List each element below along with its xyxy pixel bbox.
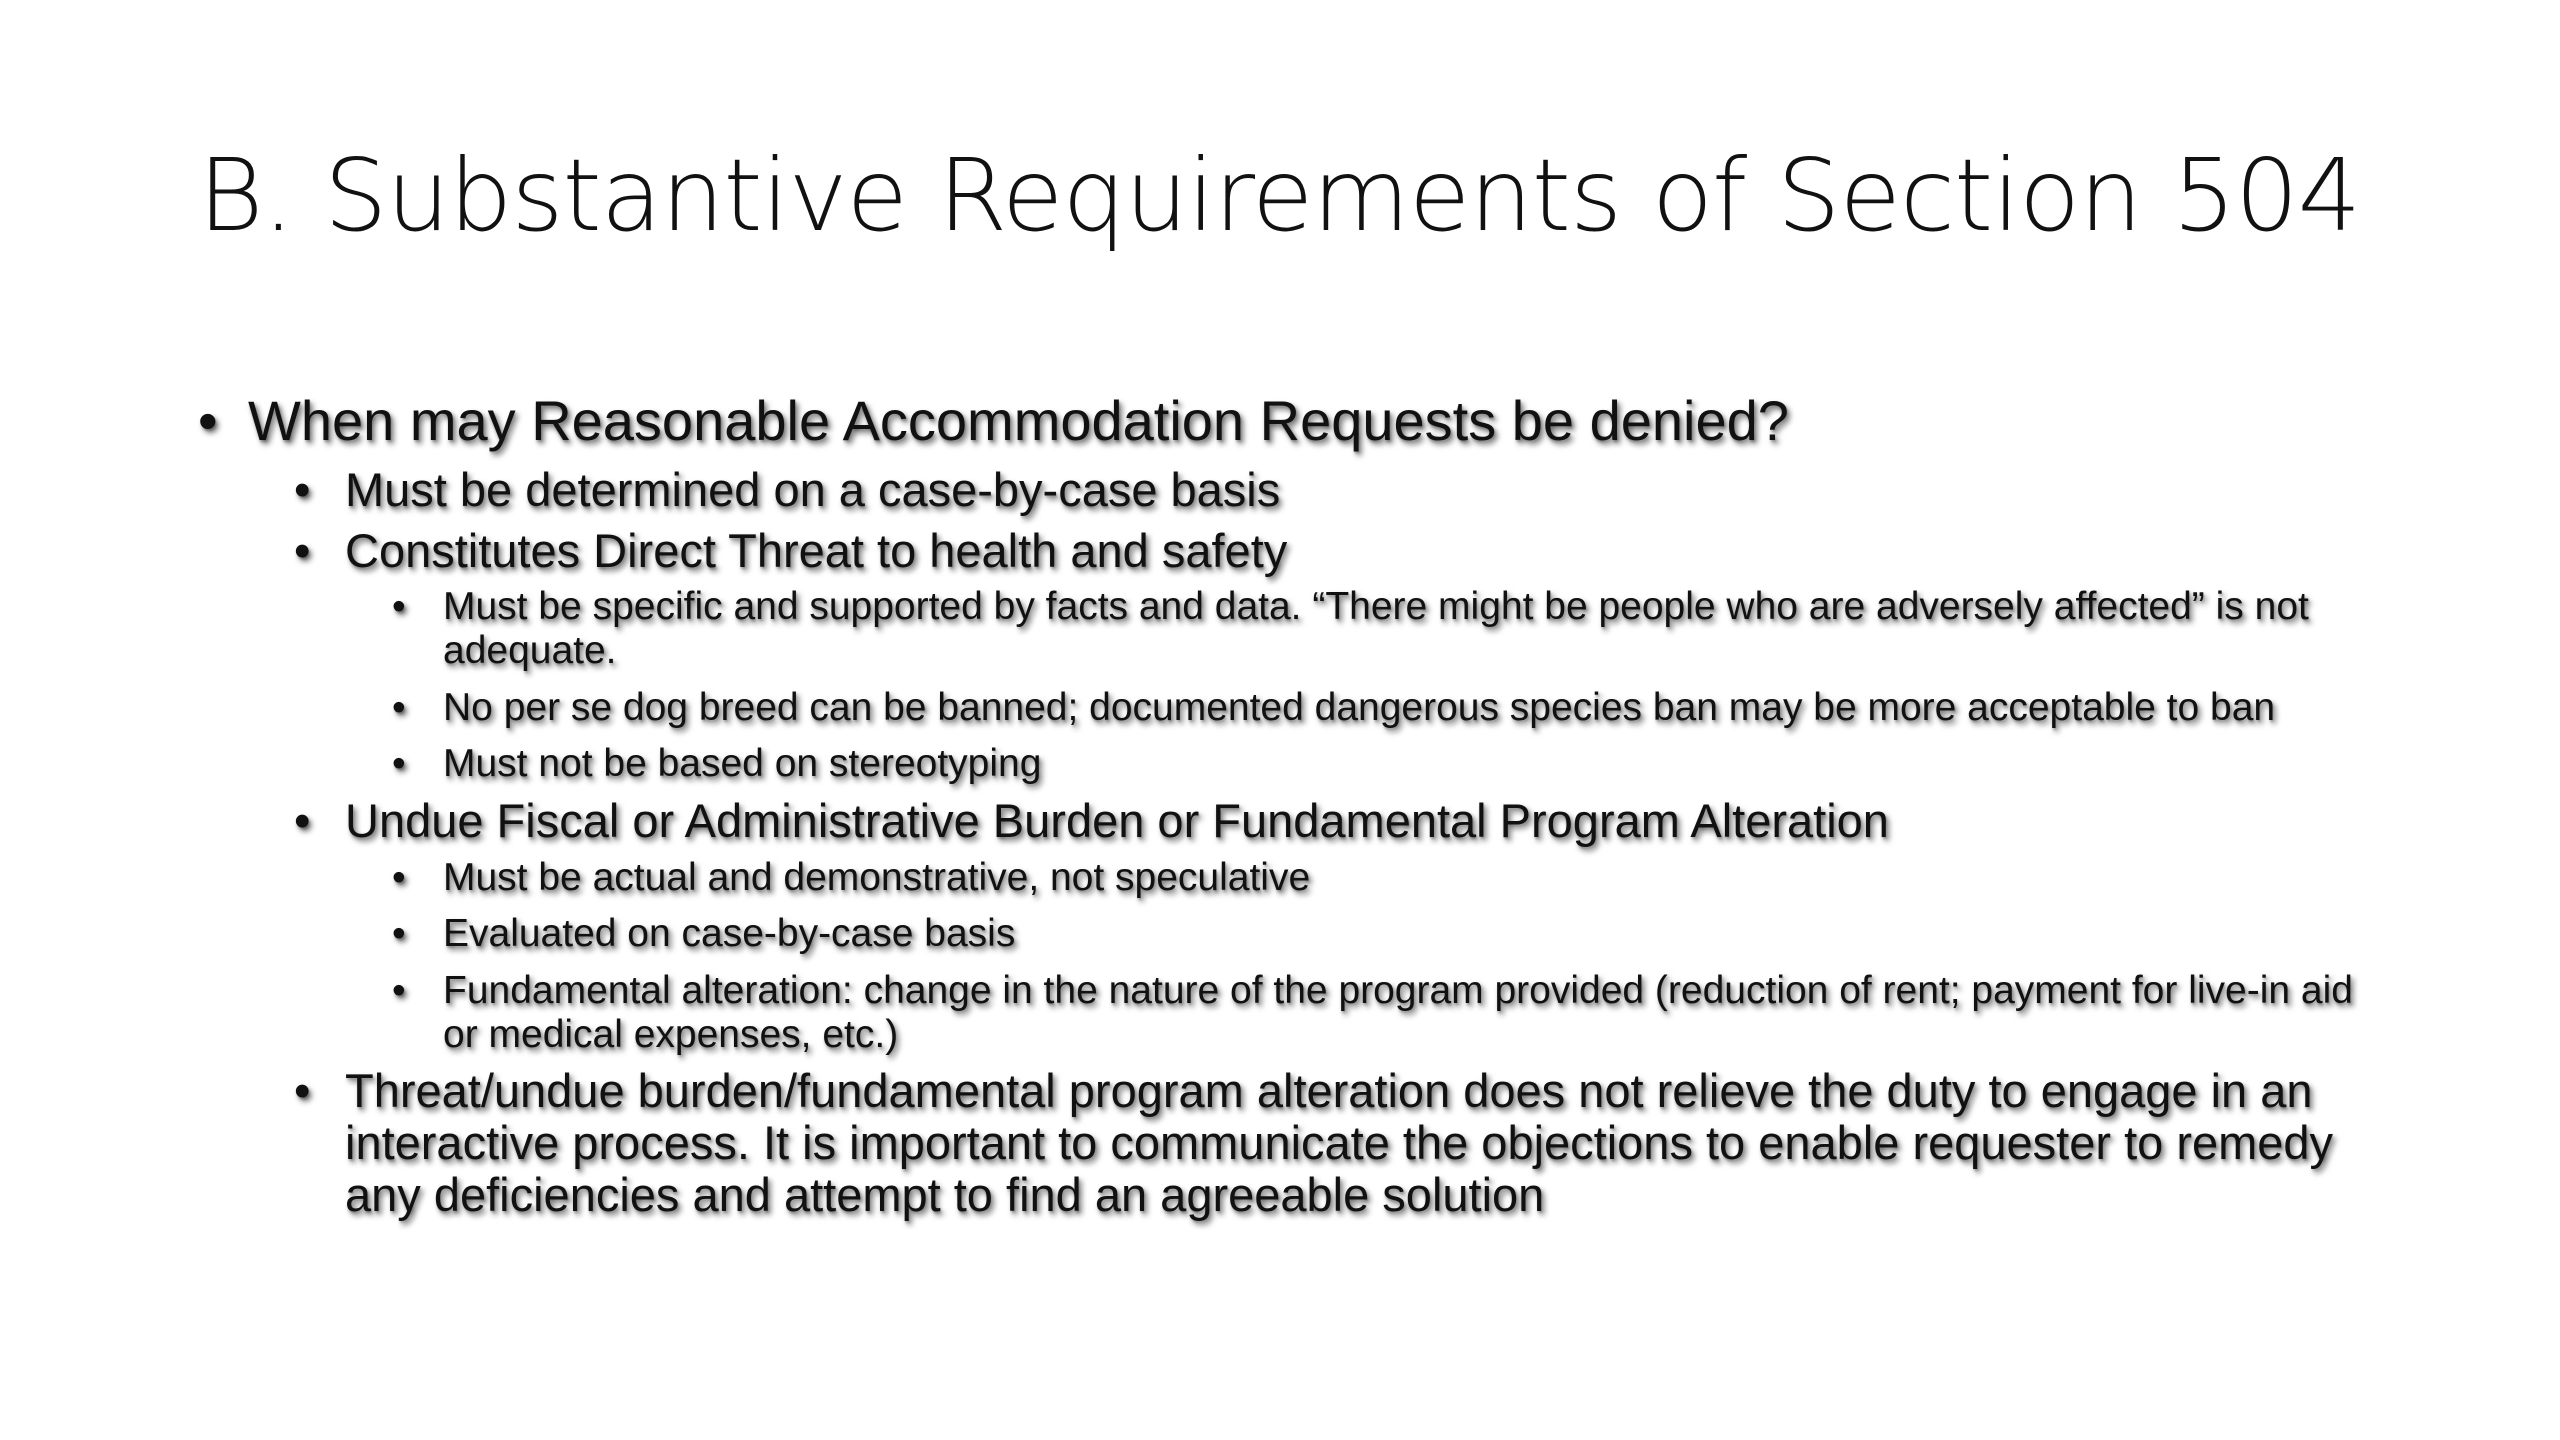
- bullet-text: Threat/undue burden/fundamental program alteration does not relieve the duty to engage in an interactive process. It is important to communicate the objections to enable requester to remedy any deficiencies and attempt to find an agreeable solution: [345, 1064, 2334, 1221]
- bullet-text: Must be actual and demonstrative, not speculative: [443, 855, 1311, 899]
- bullet-item-level-3: [0, 856, 2393, 900]
- bullet-item-level-2: [0, 525, 2395, 577]
- bullet-text: Fundamental alteration: change in the nature of the program provided (reduction of rent; payment for live-in aid or medical expenses, etc.): [443, 969, 2353, 1056]
- bullet-marker: •: [294, 1064, 311, 1118]
- slide-title: B. Substantive Requirements of Section 504: [198, 137, 2361, 254]
- bullet-marker: •: [294, 794, 311, 848]
- bullet-item-level-2: [0, 1065, 2395, 1220]
- bullet-text: No per se dog breed can be banned; documented dangerous species ban may be more acceptable to ban: [443, 685, 2276, 729]
- bullet-text: Evaluated on case-by-case basis: [443, 912, 1016, 956]
- bullet-text: Must not be based on stereotyping: [443, 742, 1042, 786]
- bullet-item-level-3: [0, 912, 2393, 956]
- bullet-list: [0, 386, 2560, 1230]
- bullet-marker: •: [198, 389, 218, 452]
- bullet-item-level-3: [0, 686, 2393, 730]
- bullet-marker: •: [392, 969, 406, 1013]
- bullet-marker: •: [392, 685, 406, 729]
- bullet-marker: •: [294, 523, 311, 577]
- bullet-item-level-3: [0, 585, 2393, 672]
- bullet-item-level-2: [0, 464, 2395, 516]
- bullet-item-level-1: [0, 386, 2198, 456]
- bullet-text: Must be specific and supported by facts and data. “There might be people who are adversely affected” is not adequate.: [443, 585, 2309, 673]
- bullet-marker: •: [392, 855, 406, 899]
- bullet-marker: •: [392, 742, 406, 786]
- bullet-item-level-3: [0, 742, 2393, 786]
- bullet-text: Must be determined on a case-by-case basis: [345, 463, 1281, 516]
- bullet-marker: •: [294, 463, 311, 516]
- bullet-item-level-2: [0, 795, 2395, 847]
- bullet-text: Undue Fiscal or Administrative Burden or Fundamental Program Alteration: [345, 794, 1889, 848]
- bullet-marker: •: [392, 912, 406, 956]
- bullet-text: Constitutes Direct Threat to health and safety: [345, 523, 1288, 577]
- bullet-marker: •: [392, 585, 406, 629]
- bullet-text: When may Reasonable Accommodation Requests be denied?: [248, 389, 1789, 452]
- bullet-item-level-3: [0, 969, 2393, 1056]
